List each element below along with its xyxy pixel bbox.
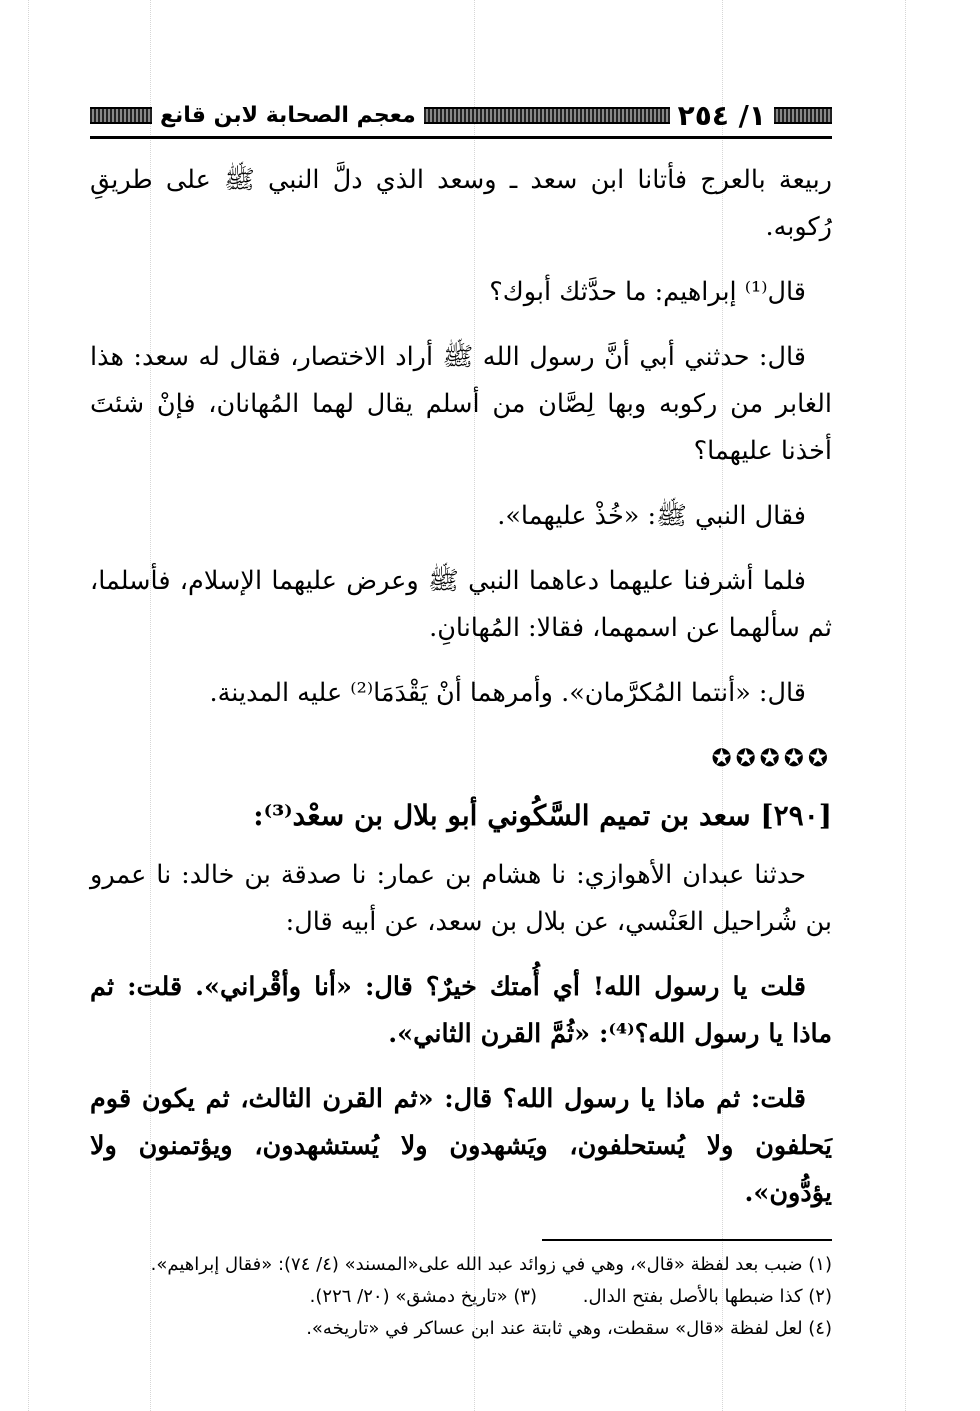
scan-guide-line bbox=[905, 0, 906, 1411]
paragraph: ربيعة بالعرج فأتانا ابن سعد ـ وسعد الذي دلَّ النبي ﷺ على طريقِ رُكوبه. bbox=[90, 165, 832, 242]
paragraph: قال: «أنتما المُكرَّمان». وأمرهما أنْ يَقْدَمَا⁽²⁾ عليه المدينة. bbox=[209, 678, 806, 708]
footnote-rule bbox=[542, 1239, 832, 1241]
page-number: ١/ ٢٥٤ bbox=[677, 98, 766, 132]
entry-heading: [٢٩٠] سعد بن تميم السَّكُوني أبو بلال بن سعْد⁽³⁾: bbox=[253, 799, 832, 832]
paragraph: قال⁽¹⁾ إبراهيم: ما حدَّثك أبوك؟ bbox=[489, 277, 806, 307]
paragraph: قال: حدثني أبي أنَّ رسول الله ﷺ أراد الاختصار، فقال له سعد: هذا الغابر من ركوبه وبها لِصَّان من أسلم يقال لهما المُهانان، فإنْ شئتَ أخذنا عليهما؟ bbox=[90, 342, 832, 466]
book-page bbox=[90, 96, 832, 1371]
section-separator: ✪✪✪✪✪ bbox=[711, 744, 832, 772]
header-ornament-bar bbox=[424, 107, 670, 124]
paragraph: فقال النبي ﷺ: «خُذْ عليهما». bbox=[497, 501, 806, 531]
header-ornament-bar bbox=[90, 107, 152, 124]
footnote-2: (٢) كذا ضبطها بالأصل بفتح الدال. bbox=[582, 1286, 832, 1307]
footnote-4: (٤) لعل لفظة «قال» سقطت، وهي ثابتة عند ابن عساكر في «تاريخه». bbox=[306, 1318, 832, 1339]
paragraph: حدثنا عبدان الأهوازي: نا هشام بن عمار: نا صدقة بن خالد: نا عمرو بن شُراحيل العَنْسي، عن بلال بن سعد، عن أبيه قال: bbox=[90, 860, 832, 937]
paragraph: فلما أشرفنا عليهما دعاهما النبي ﷺ وعرض عليهما الإسلام، فأسلما، ثم سألهما عن اسمهما، فقالا: المُهانانِ. bbox=[90, 566, 832, 643]
footnote-line bbox=[90, 1281, 832, 1313]
running-title: معجم الصحابة لابن قانع bbox=[160, 102, 416, 128]
main-text bbox=[90, 157, 832, 1217]
paragraph: قلت: ثم ماذا يا رسول الله؟ قال: «ثم القرن الثالث، ثم يكون قوم يَحلفون ولا يُستحلفون، ويَشهدون ولا يُستشهدون، ويؤتمنون ولا يؤدُّون». bbox=[90, 1084, 832, 1208]
footnotes bbox=[90, 1249, 832, 1345]
page-header bbox=[90, 96, 832, 134]
paragraph: قلت يا رسول الله! أي أُمتك خيرٌ؟ قال: «أنا وأقْراني». قلت: ثم ماذا يا رسول الله؟⁽⁴⁾: «ثُمَّ القرن الثاني». bbox=[90, 972, 832, 1049]
footnote-3: (٣) «تاريخ دمشق» (٢٠/ ٢٢٦). bbox=[309, 1286, 538, 1307]
header-rule bbox=[90, 136, 832, 139]
scan-guide-line bbox=[28, 0, 29, 1411]
header-ornament-bar bbox=[774, 107, 832, 124]
footnote-1: (١) ضبب بعد لفظة «قال»، وهي في زوائد عبد الله على«المسند» (٤/ ٧٤): «فقال إبراهيم». bbox=[150, 1254, 832, 1275]
